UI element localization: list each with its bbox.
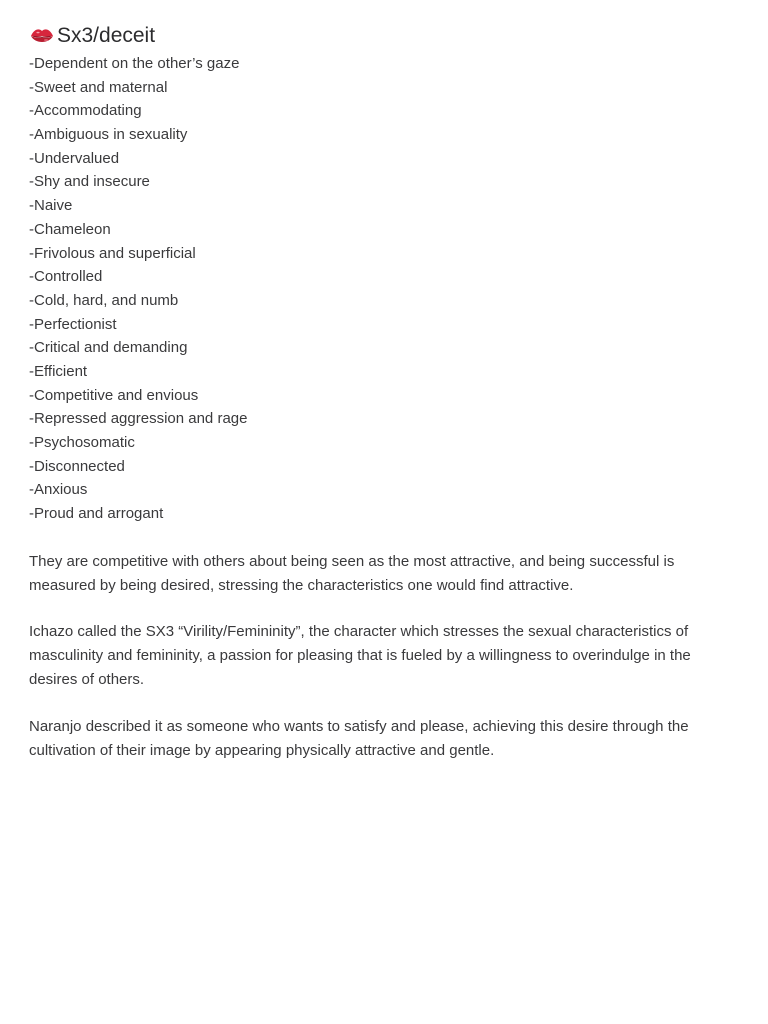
trait-list-item: -Efficient xyxy=(29,362,88,380)
trait-list-item: -Psychosomatic xyxy=(29,434,135,451)
trait-list-item: -Sweet and maternal xyxy=(29,78,168,96)
trait-list-item: -Anxious xyxy=(29,481,88,499)
paragraph-section xyxy=(29,550,739,763)
trait-list-item: -Chameleon xyxy=(29,220,111,238)
body-paragraph: Naranjo described it as someone who wants to satisfy and please, achieving this desire through the cultivation of their image by appearing physically attractive and gentle. xyxy=(29,717,689,759)
trait-list-item: -Dependent on the other’s gaze xyxy=(29,55,240,72)
trait-list-item: -Critical and demanding xyxy=(29,339,188,357)
trait-list-item: -Shy and insecure xyxy=(29,173,150,191)
trait-list-item: -Controlled xyxy=(29,268,103,286)
note-title: Sx3/deceit xyxy=(57,24,156,47)
trait-list-item: -Repressed aggression and rage xyxy=(29,410,248,428)
trait-list-item: -Undervalued xyxy=(29,149,120,167)
trait-list-item: -Cold, hard, and numb xyxy=(29,291,179,309)
note-title-row xyxy=(29,22,739,50)
trait-list-item: -Frivolous and superficial xyxy=(29,244,196,262)
trait-list-item: -Accommodating xyxy=(29,102,142,120)
lips-kiss-icon xyxy=(29,25,55,47)
trait-list-item: -Competitive and envious xyxy=(29,386,199,404)
trait-list-item: -Naive xyxy=(29,197,73,215)
body-paragraph: Ichazo called the SX3 “Virility/Femininity”, the character which stresses the sexual characteristics of masculinity and femininity, a passion for pleasing that is fueled by a willingness to overindulge in the desires of others. xyxy=(29,623,691,688)
trait-list-item: -Ambiguous in sexuality xyxy=(29,126,188,144)
trait-list-item: -Perfectionist xyxy=(29,315,117,333)
body-paragraph: They are competitive with others about being seen as the most attractive, and being successful is measured by being desired, stressing the characteristics one would find attractive. xyxy=(29,552,675,594)
trait-list-item: -Disconnected xyxy=(29,457,125,475)
trait-list-item: -Proud and arrogant xyxy=(29,505,164,523)
trait-list xyxy=(29,52,739,526)
